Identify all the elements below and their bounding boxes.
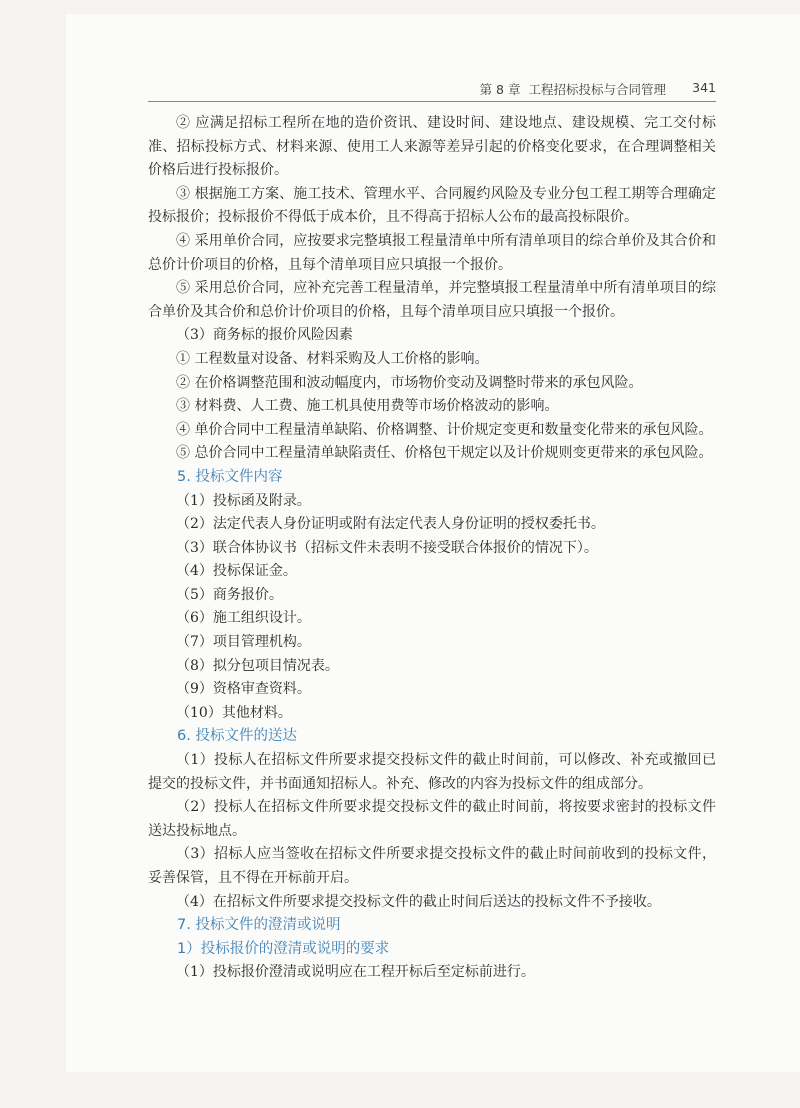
paragraph: （4）在招标文件所要求提交投标文件的截止时间后送达的投标文件不予接收。 xyxy=(176,893,661,910)
paragraph: ⑤ 总价合同中工程量清单缺陷责任、价格包干规定以及计价规则变更带来的承包风险。 xyxy=(176,445,713,462)
paragraph: ④ 采用单价合同，应按要求完整填报工程量清单中所有清单项目的综合单价及其合价和总价计价项目的价格，且每个清单项目应只填报一个报价。 xyxy=(148,232,716,273)
paragraph: （1）投标函及附录。 xyxy=(176,492,311,509)
paragraph: （3）招标人应当签收在招标文件所要求提交投标文件的截止时间前收到的投标文件，妥善保管，且不得在开标前开启。 xyxy=(148,846,716,886)
paragraph: ③ 根据施工方案、施工技术、管理水平、合同履约风险及专业分包工程工期等合理确定投标报价；投标报价不得低于成本价，且不得高于招标人公布的最高投标限价。 xyxy=(148,185,716,226)
paragraph: （6）施工组织设计。 xyxy=(176,610,311,627)
paragraph: （9）资格审查资料。 xyxy=(176,681,311,698)
paragraph: （8）拟分包项目情况表。 xyxy=(176,657,339,674)
paragraph: （2）法定代表人身份证明或附有法定代表人身份证明的授权委托书。 xyxy=(176,516,605,533)
page-number: 341 xyxy=(692,80,716,95)
scan-binding-margin xyxy=(0,0,66,1108)
paragraph: （4）投标保证金。 xyxy=(176,563,297,580)
chapter-label xyxy=(480,80,666,98)
section-heading: 1）投标报价的澄清或说明的要求 xyxy=(177,940,390,957)
paragraph: （7）项目管理机构。 xyxy=(176,634,311,651)
chapter-number: 第 8 章 xyxy=(479,82,521,97)
body-text xyxy=(148,112,716,985)
paragraph: （5）商务报价。 xyxy=(176,586,283,603)
section-heading: 5. 投标文件内容 xyxy=(177,468,283,485)
paragraph: （3）联合体协议书（招标文件未表明不接受联合体报价的情况下）。 xyxy=(176,539,598,556)
paragraph: （10）其他材料。 xyxy=(176,704,292,721)
running-header xyxy=(148,78,716,100)
scan-top-margin xyxy=(0,0,800,14)
paragraph: （3）商务标的报价风险因素 xyxy=(176,327,353,344)
paragraph: ① 工程数量对设备、材料采购及人工价格的影响。 xyxy=(176,350,489,367)
paragraph: ⑤ 采用总价合同，应补充完善工程量清单，并完整填报工程量清单中所有清单项目的综合单价及其合价和总价计价项目的价格，且每个清单项目应只填报一个报价。 xyxy=(148,280,716,320)
paragraph: （1）投标报价澄清或说明应在工程开标后至定标前进行。 xyxy=(176,964,535,981)
paragraph: （2）投标人在招标文件所要求提交投标文件的截止时间前，将按要求密封的投标文件送达投标地点。 xyxy=(148,799,716,839)
paragraph: ③ 材料费、人工费、施工机具使用费等市场价格波动的影响。 xyxy=(176,398,559,415)
section-heading: 7. 投标文件的澄清或说明 xyxy=(177,917,341,934)
chapter-title: 工程招标投标与合同管理 xyxy=(528,82,666,97)
scan-bottom-margin xyxy=(0,1072,800,1108)
paragraph: （1）投标人在招标文件所要求提交投标文件的截止时间前，可以修改、补充或撤回已提交的投标文件，并书面通知招标人。补充、修改的内容为投标文件的组成部分。 xyxy=(148,752,716,792)
paragraph: ④ 单价合同中工程量清单缺陷、价格调整、计价规定变更和数量变化带来的承包风险。 xyxy=(176,421,713,438)
header-rule xyxy=(148,101,716,102)
paragraph: ② 应满足招标工程所在地的造价资讯、建设时间、建设地点、建设规模、完工交付标准、招标投标方式、材料来源、使用工人来源等差异引起的价格变化要求，在合理调整相关价格后进行投标报价。 xyxy=(148,115,716,179)
paragraph: ② 在价格调整范围和波动幅度内，市场物价变动及调整时带来的承包风险。 xyxy=(176,374,643,391)
section-heading: 6. 投标文件的送达 xyxy=(177,728,297,745)
